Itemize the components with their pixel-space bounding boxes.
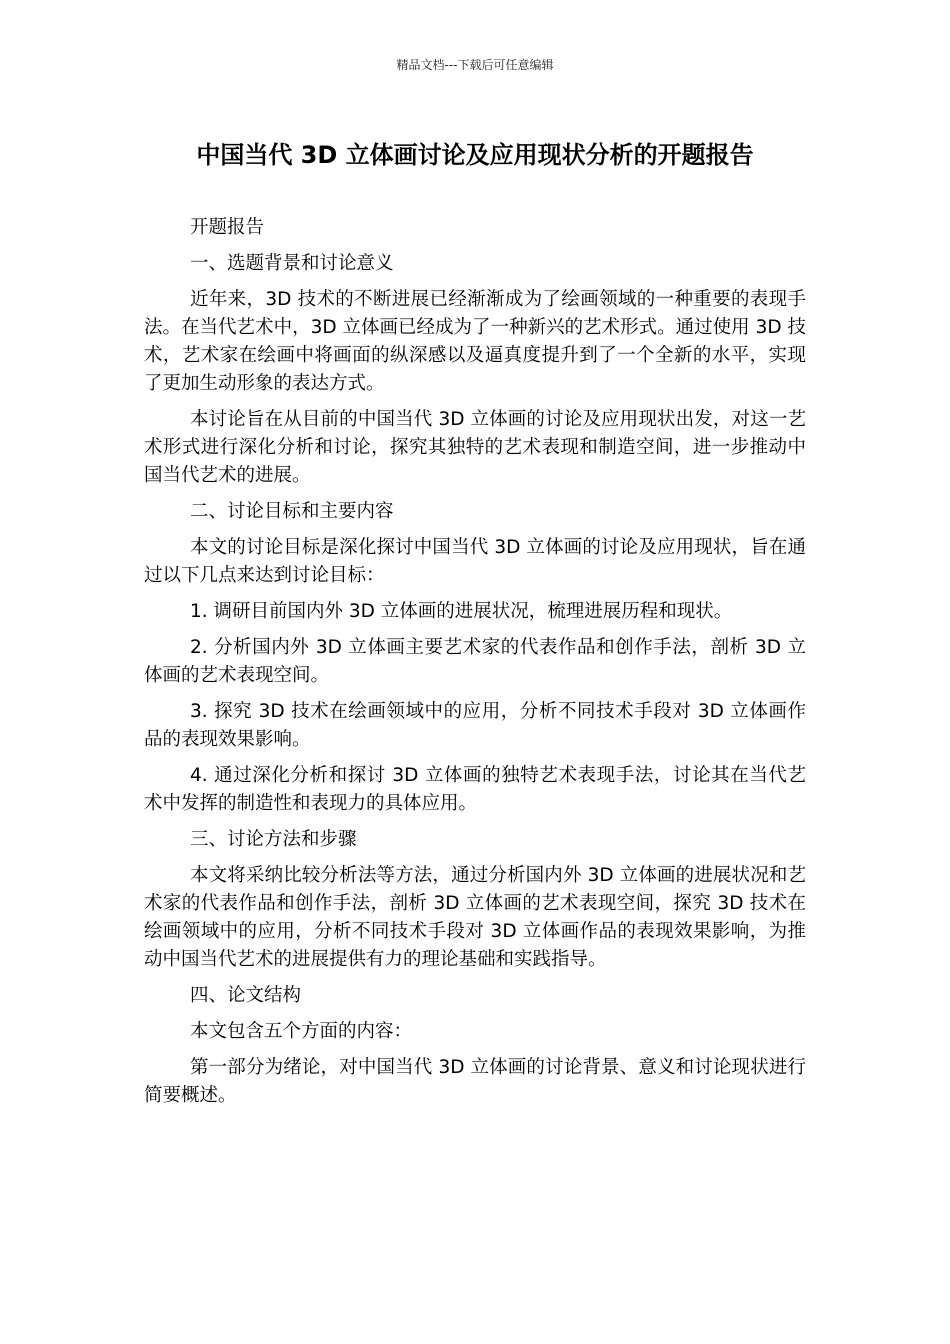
paragraph-purpose: 本讨论旨在从目前的中国当代 3D 立体画的讨论及应用现状出发，对这一艺术形式进行深化分析和讨论，探究其独特的艺术表现和制造空间，进一步推动中国当代艺术的进展。 — [144, 409, 806, 486]
list-item-2: 2. 分析国内外 3D 立体画主要艺术家的代表作品和创作手法，剖析 3D 立体画的艺术表现空间。 — [144, 637, 806, 686]
paragraph-background: 近年来，3D 技术的不断进展已经渐渐成为了绘画领域的一种重要的表现手法。在当代艺术中，3D 立体画已经成为了一种新兴的艺术形式。通过使用 3D 技术，艺术家在绘画中将画面的纵深感以及逼真度提升到了一个全新的水平，实现了更加生动形象的表达方式。 — [144, 289, 806, 394]
page-header-note: 精品文档---下载后可任意编辑 — [396, 58, 554, 72]
section-heading-1: 一、选题背景和讨论意义 — [190, 253, 394, 274]
document-body — [144, 214, 806, 1118]
paragraph-part-one: 第一部分为绪论，对中国当代 3D 立体画的讨论背景、意义和讨论现状进行简要概述。 — [144, 1057, 806, 1106]
paragraph-methods: 本文将采纳比较分析法等方法，通过分析国内外 3D 立体画的进展状况和艺术家的代表作品和创作手法，剖析 3D 立体画的艺术表现空间，探究 3D 技术在绘画领域中的应用，分析不同技术手段对 3D 立体画作品的表现效果影响，为推动中国当代艺术的进展提供有力的理论基础和实践指导。 — [144, 865, 806, 970]
paragraph-structure-intro: 本文包含五个方面的内容： — [190, 1021, 413, 1042]
section-heading-2: 二、讨论目标和主要内容 — [190, 501, 394, 522]
list-item-1: 1. 调研目前国内外 3D 立体画的进展状况，梳理进展历程和现状。 — [190, 601, 733, 622]
section-heading-3: 三、讨论方法和步骤 — [190, 829, 357, 850]
section-heading-4: 四、论文结构 — [190, 985, 302, 1006]
document-title: 中国当代 3D 立体画讨论及应用现状分析的开题报告 — [196, 141, 754, 169]
report-label: 开题报告 — [190, 217, 265, 238]
list-item-4: 4. 通过深化分析和探讨 3D 立体画的独特艺术表现手法，讨论其在当代艺术中发挥的制造性和表现力的具体应用。 — [144, 765, 806, 814]
list-item-3: 3. 探究 3D 技术在绘画领域中的应用，分析不同技术手段对 3D 立体画作品的表现效果影响。 — [144, 701, 806, 750]
paragraph-goals: 本文的讨论目标是深化探讨中国当代 3D 立体画的讨论及应用现状，旨在通过以下几点来达到讨论目标： — [144, 537, 806, 586]
